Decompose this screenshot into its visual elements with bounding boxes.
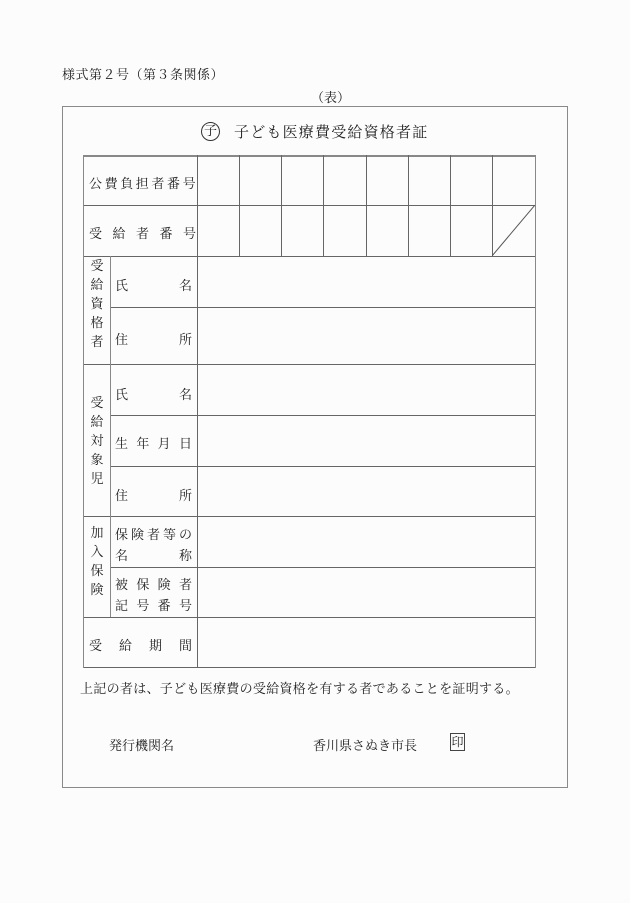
seal-stamp-icon: 印: [451, 735, 464, 749]
certificate-title: [201, 121, 428, 142]
insured-symbol-label-line1: 被 保 険 者: [115, 578, 192, 593]
child-address-field[interactable]: [198, 467, 534, 515]
recipient-number-label: 受給者番号: [89, 227, 207, 242]
eligible-child-group-label: 受 給 対 象 児: [90, 396, 104, 487]
table-border-left: [83, 155, 84, 668]
diagonal-slash: [492, 205, 535, 256]
eligible-person-group-label: 受 給 資 格 者: [90, 259, 104, 350]
insured-symbol-number-field[interactable]: [198, 568, 534, 616]
eligible-person-name-label: 氏 名: [115, 279, 192, 294]
insurance-group-label: 加 入 保 険: [90, 526, 104, 598]
digit-divider: [450, 155, 451, 256]
eligible-person-address-field[interactable]: [198, 308, 534, 363]
side-label: （表）: [311, 91, 351, 106]
child-circle-icon: 子: [201, 122, 220, 141]
eligible-person-address-label: 住 所: [115, 333, 192, 348]
child-name-field[interactable]: [198, 365, 534, 414]
table-border-top: [83, 155, 535, 157]
issuer-label: 発行機関名: [109, 739, 175, 754]
insurer-name-label-line1: 保 険 者 等 の: [115, 528, 192, 543]
child-address-label: 住 所: [115, 489, 192, 504]
insured-symbol-label-line2: 記 号 番 号: [115, 599, 192, 614]
digit-divider: [323, 155, 324, 256]
title-text: 子ども医療費受給資格者証: [234, 123, 429, 141]
group-divider: [110, 256, 111, 617]
child-name-label: 氏 名: [115, 388, 192, 403]
child-birthdate-field[interactable]: [198, 416, 534, 465]
eligible-person-name-field[interactable]: [198, 257, 534, 306]
table-border-bottom: [83, 667, 535, 668]
form-number: 様式第２号（第３条関係）: [62, 68, 225, 83]
issuer-name: 香川県さぬき市長: [313, 739, 418, 754]
insurer-name-field[interactable]: [198, 517, 534, 566]
digit-divider: [408, 155, 409, 256]
table-border-right: [535, 155, 536, 668]
row-line: [83, 205, 535, 206]
benefit-period-label: 受 給 期 間: [89, 639, 192, 654]
digit-divider: [239, 155, 240, 256]
digit-divider: [281, 155, 282, 256]
insurer-name-label-line2: 名 称: [115, 549, 192, 564]
child-birthdate-label: 生 年 月 日: [115, 437, 192, 452]
digit-divider: [366, 155, 367, 256]
certification-statement: 上記の者は、子ども医療費の受給資格を有する者であることを証明する。: [80, 682, 519, 697]
benefit-period-field[interactable]: [198, 618, 534, 666]
public-payer-number-label: 公費負担者番号: [89, 177, 199, 192]
